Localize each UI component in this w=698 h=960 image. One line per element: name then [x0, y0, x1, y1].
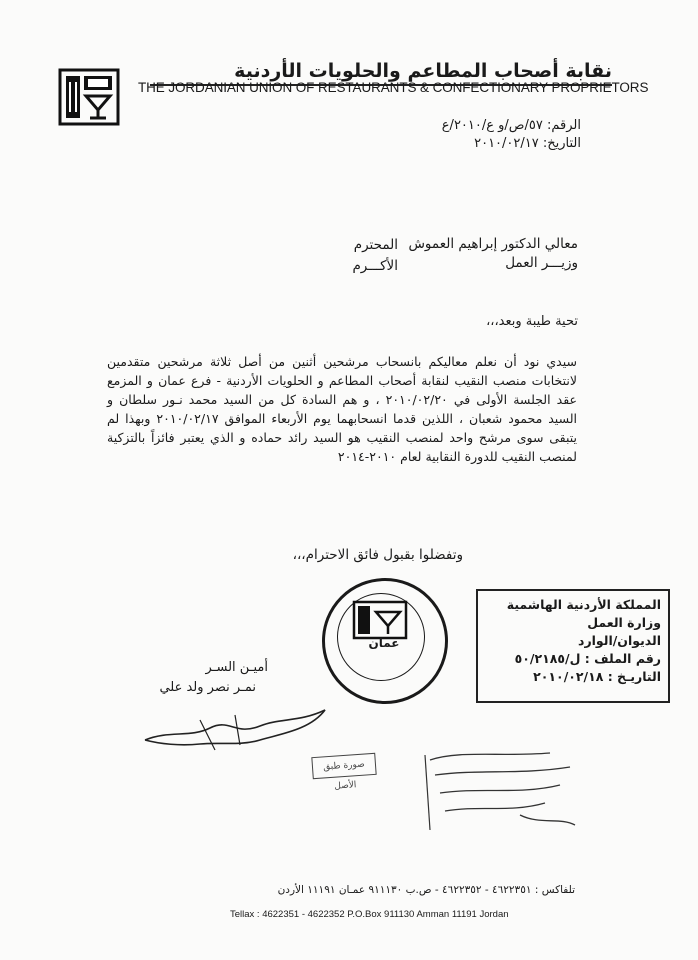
true-copy-stamp: صورة طبق الأصل [311, 753, 376, 779]
reference-date: التاريخ: ٢٠١٠/٠٢/١٧ [474, 136, 581, 151]
letter-body: سيدي نود أن نعلم معاليكم بانسحاب مرشحين أثنين من أصل ثلاثة مرشحين متقدمين لانتخابات منصب النقيب لنقابة أصحاب المطاعم و الحلويات الأردنية - فرع عمان و المزمع عقد الجلسة الأولى في ٢٠١٠/٠٢/٢٠ ، و هم السادة كل من السيد محمد نـور سلطان و السيد محمود شعبان ، اللذين قدما انسحابهما يوم الأربعاء الموافق ٢٠١٠/٠٢/١٧ وبهذا لم يتبقى سوى مرشح واحد لمنصب النقيب هو السيد رائد حماده و الذي يعتبر فائزاً بالتزكية لمنصب النقيب للدورة النقابية لعام ٢٠١٠-٢٠١٤ [107, 354, 578, 464]
greeting: تحية طيبة وبعد،،، [486, 314, 578, 329]
union-logo-icon [58, 68, 120, 126]
union-stamp-city: عمان [368, 636, 400, 650]
signatory-title: أميـن السـر [205, 660, 268, 675]
union-name-arabic: نقابة أصحاب المطاعم والحلويات الأردنية [234, 60, 612, 82]
ministry-name: وزارة العمل [587, 615, 661, 630]
addressee-title: وزيـــر العمل [505, 255, 578, 271]
ministry-file-number: رقم الملف : ل/٥٠/٢١٨٥ [514, 651, 661, 666]
closing-line: وتفضلوا بقبول فائق الاحترام،،، [292, 547, 463, 563]
union-name-english: THE JORDANIAN UNION OF RESTAURANTS & CONFECTIONARY PROPRIETORS [138, 80, 649, 95]
signatory-name: نمـر نصر ولد علي [159, 680, 256, 695]
ministry-kingdom: المملكة الأردنية الهاشمية [506, 597, 661, 612]
ministry-dept: الديوان/الوارد [578, 633, 661, 648]
reference-number: الرقم: ٥٧/ص/و ع/٢٠١٠/ع [441, 118, 581, 133]
addressee-respect-2: الأكـــرم [352, 258, 398, 274]
ministry-stamp-date: التاريـخ : ٢٠١٠/٠٢/١٨ [533, 669, 661, 684]
addressee-respect-1: المحترم [353, 237, 398, 253]
footer-arabic-contact: تلفاكس : ٤٦٢٢٣٥١ - ٤٦٢٢٣٥٢ - ص.ب ٩١١١٣٠ عمـان ١١١٩١ الأردن [277, 884, 575, 896]
ministry-stamp-text [507, 596, 661, 686]
handwritten-signature [140, 700, 350, 764]
reference-block [442, 117, 581, 153]
addressee-name: معالي الدكتور إبراهيم العموش [408, 236, 578, 252]
footer-english-contact: Tellax : 4622351 - 4622352 P.O.Box 911130 Amman 11191 Jordan [230, 909, 509, 920]
handwritten-note [420, 745, 580, 839]
